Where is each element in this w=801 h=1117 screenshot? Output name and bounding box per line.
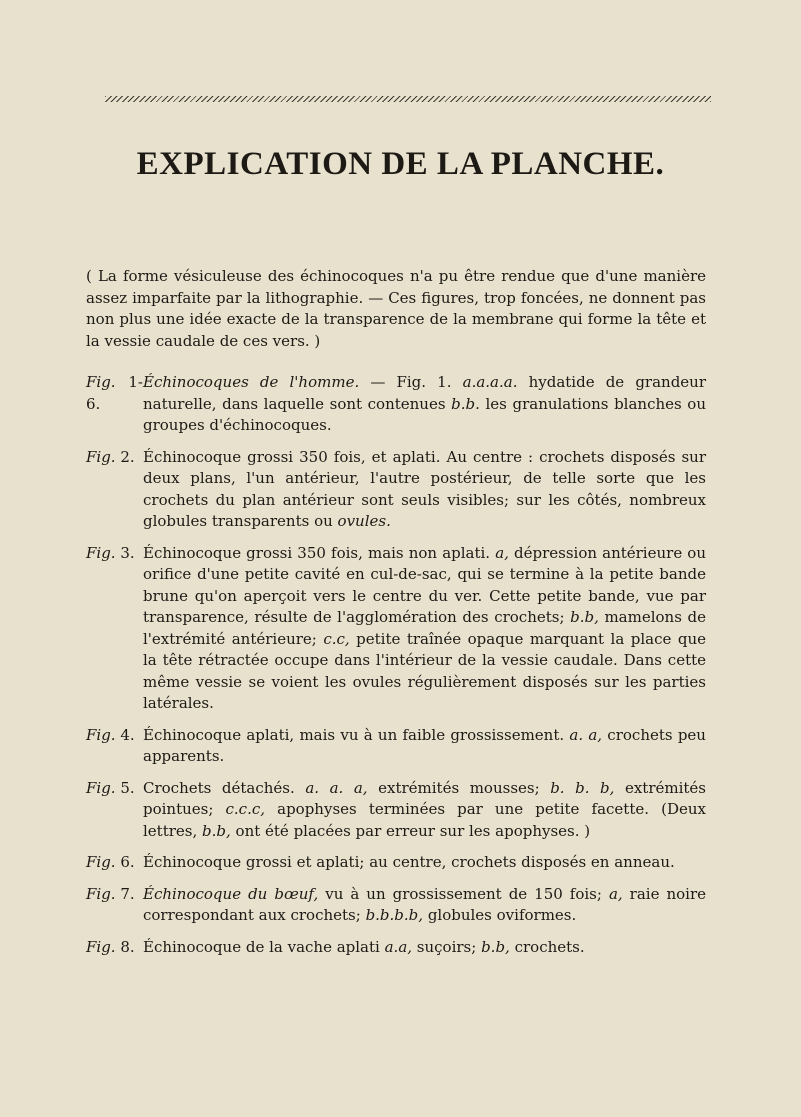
italic-text: b.b. <box>451 394 480 413</box>
figure-entry <box>86 937 706 959</box>
italic-text: b.b, <box>202 821 231 840</box>
figure-text: — Fig. 1. <box>359 373 463 391</box>
figure-text: les granulations blanches ou groupes d'échinocoques. <box>143 394 706 434</box>
figure-text: Échinocoque grossi et aplati; au centre, crochets disposés en anneau. <box>143 853 675 871</box>
figure-entry <box>86 725 706 768</box>
figure-label <box>86 372 143 415</box>
figure-number: 5. <box>115 778 135 797</box>
decorative-rule <box>105 96 711 102</box>
intro-paragraph: ( La forme vésiculeuse des échinocoques n'a pu être rendue que d'une manière assez imparfaite par la lithographie. — Ces figures, trop foncées, ne donnent pas non plus une idée exacte de la transparence de la membrane qui forme la tête et la vessie caudale de ces vers. ) <box>86 267 706 350</box>
figure-text: globules oviformes. <box>423 906 577 924</box>
figure-text: raie noire correspondant aux crochets; <box>143 884 706 924</box>
italic-text: a, <box>608 884 623 903</box>
figure-number: 4. <box>115 725 135 744</box>
figure-entry <box>86 884 706 927</box>
figure-number: 6. <box>115 853 135 871</box>
italic-text: a.a, <box>384 937 413 956</box>
figure-entry <box>86 447 706 533</box>
figure-word: Fig. <box>86 937 116 956</box>
figure-text: crochets peu apparents. <box>143 725 706 765</box>
figure-text: mamelons de l'extrémité antérieure; <box>143 608 706 648</box>
italic-text: b. b. b, <box>550 778 615 797</box>
figure-number: 2. <box>115 447 135 466</box>
figure-word: Fig. <box>86 725 116 744</box>
italic-text: Échinocoque du bœuf, <box>143 884 319 903</box>
figure-number: 3. <box>115 543 135 562</box>
figure-number: 1-6. <box>86 373 143 413</box>
figure-word: Fig. <box>86 778 116 797</box>
figure-text: petite traînée opaque marquant la place que la tête rétractée occupe dans l'intérieur de la vessie caudale. Dans cette même vessie se voient les ovules régulièrement disposés sur les parties latérales. <box>143 629 706 712</box>
figure-text: extrémités pointues; <box>143 778 707 818</box>
figure-label <box>86 884 143 906</box>
figure-word: Fig. <box>86 853 116 871</box>
figure-label <box>86 778 143 800</box>
figure-list <box>86 372 706 968</box>
figure-text: crochets. <box>509 937 585 956</box>
italic-text: a. a. a, <box>305 778 368 797</box>
figure-number: 8. <box>115 937 135 956</box>
figure-text: Échinocoque grossi 350 fois, et aplati. Au centre : crochets disposés sur deux plans, l'un antérieur, l'autre postérieur, de telle sorte que les crochets du plan antérieur sont seuls visibles; sur les côtés, nombreux globules transparents ou <box>143 447 706 530</box>
figure-label <box>86 543 143 565</box>
figure-text: Échinocoque grossi 350 fois, mais non aplati. <box>143 543 496 562</box>
italic-text: b.b, <box>570 608 599 626</box>
figure-text: Échinocoque de la vache aplati <box>143 937 385 956</box>
figure-entry <box>86 372 706 437</box>
figure-label <box>86 447 143 469</box>
italic-text: b.b, <box>481 937 510 956</box>
figure-text: Échinocoque aplati, mais vu à un faible grossissement. <box>143 725 570 744</box>
italic-text: ovules. <box>337 512 391 530</box>
italic-text: a.a.a.a. <box>462 373 518 391</box>
figure-number: 7. <box>115 884 135 903</box>
figure-text: dépression antérieure ou orifice d'une petite cavité en cul-de-sac, qui se termine à la petite bande brune qu'on aperçoit vers le centre du ver. Cette petite bande, vue par transparence, résulte de l'agglomération des crochets; <box>143 543 706 626</box>
figure-text: hydatide de grandeur naturelle, dans laquelle sont contenues <box>143 373 706 413</box>
figure-text: suçoirs; <box>412 937 482 956</box>
italic-text: a. a, <box>569 725 603 744</box>
italic-text: b.b.b.b, <box>365 906 424 924</box>
figure-label <box>86 725 143 747</box>
figure-text: ont été placées par erreur sur les apophyses. ) <box>230 821 591 840</box>
figure-entry <box>86 852 706 874</box>
figure-word: Fig. <box>86 373 116 391</box>
figure-word: Fig. <box>86 884 116 903</box>
figure-text: vu à un grossissement de 150 fois; <box>318 884 609 903</box>
italic-text: Échinocoques de l'homme. <box>143 373 360 391</box>
figure-text: Crochets détachés. <box>143 778 306 797</box>
figure-label <box>86 937 143 959</box>
figure-word: Fig. <box>86 447 116 466</box>
figure-text: extrémités mousses; <box>367 778 551 797</box>
figure-label <box>86 852 143 874</box>
figure-entry <box>86 778 706 843</box>
italic-text: c.c.c, <box>225 800 266 818</box>
page-title: EXPLICATION DE LA PLANCHE. <box>136 146 665 182</box>
italic-text: a, <box>495 543 509 562</box>
figure-entry <box>86 543 706 715</box>
figure-word: Fig. <box>86 543 116 562</box>
figure-text: apophyses terminées par une petite facette. (Deux lettres, <box>143 800 706 840</box>
italic-text: c.c, <box>323 629 350 648</box>
